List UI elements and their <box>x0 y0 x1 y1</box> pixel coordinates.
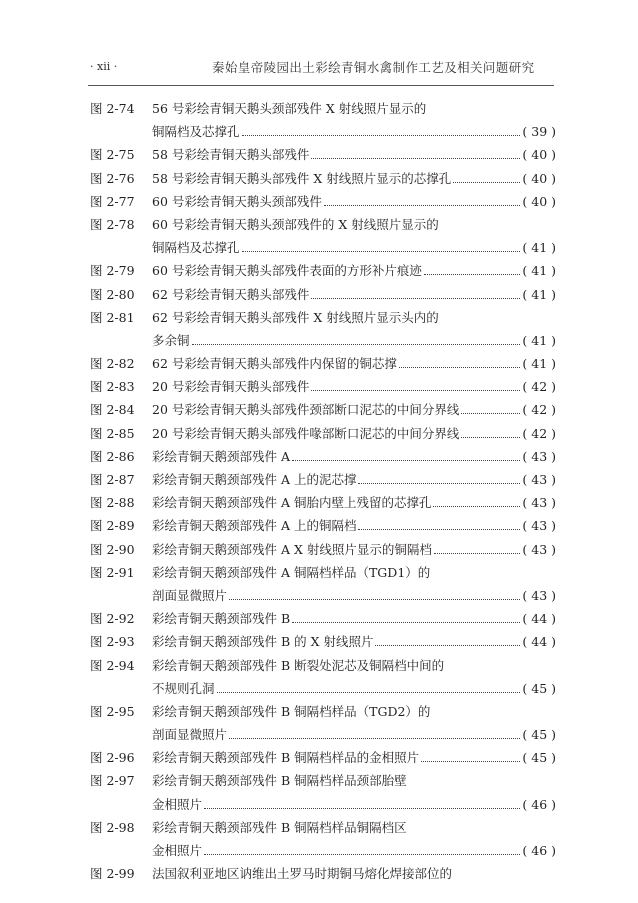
figure-entry <box>90 491 556 514</box>
entry-text-row <box>152 584 556 607</box>
entry-text-row <box>152 700 556 723</box>
entry-text-row <box>152 468 556 491</box>
entry-line <box>90 352 556 375</box>
figure-number: 图 2-90 <box>90 541 135 557</box>
entry-text-row <box>152 445 556 468</box>
figure-caption: 金相照片 <box>152 843 203 858</box>
figure-caption: 彩绘青铜天鹅颈部残件 A 上的铜隔档 <box>152 518 357 534</box>
figure-number: 图 2-89 <box>90 518 135 534</box>
figure-entry <box>90 514 556 537</box>
entry-text-row <box>152 491 556 514</box>
figure-number: 图 2-91 <box>90 564 135 580</box>
figure-number: 图 2-84 <box>90 402 135 418</box>
dot-leader <box>399 352 521 368</box>
entry-line <box>90 630 556 653</box>
figure-entry <box>90 769 556 815</box>
page-reference: ( 45 ) <box>522 680 556 696</box>
figure-entry <box>90 422 556 445</box>
figure-number: 图 2-78 <box>90 216 135 232</box>
entry-line <box>90 793 556 816</box>
figure-caption: 彩绘青铜天鹅颈部残件 A <box>152 448 291 464</box>
entry-text-row <box>152 793 556 816</box>
figure-caption: 剖面显微照片 <box>152 587 228 603</box>
dot-leader <box>433 491 520 507</box>
entry-text-row <box>152 167 556 190</box>
figure-number: 图 2-83 <box>90 379 135 395</box>
entry-text-row <box>152 375 556 398</box>
dot-leader <box>453 167 520 183</box>
figure-caption: 彩绘青铜天鹅颈部残件 A 铜隔档样品（TGD1）的 <box>152 564 431 580</box>
dot-leader <box>292 607 520 623</box>
dot-leader <box>242 120 521 136</box>
figure-entry <box>90 816 556 862</box>
figure-entry <box>90 746 556 769</box>
figure-caption: 彩绘青铜天鹅颈部残件 B 的 X 射线照片 <box>152 634 374 650</box>
entry-text-row <box>152 862 556 885</box>
header-rule <box>88 85 554 86</box>
page-reference: ( 43 ) <box>522 587 556 603</box>
page-reference: ( 46 ) <box>522 796 556 812</box>
page-reference: ( 44 ) <box>522 611 556 627</box>
figure-number: 图 2-74 <box>90 101 135 116</box>
figure-entry <box>90 97 556 143</box>
figure-caption: 62 号彩绘青铜天鹅头部残件 <box>152 286 310 302</box>
figure-entry <box>90 630 556 653</box>
entry-line <box>90 723 556 746</box>
figure-entry <box>90 213 556 259</box>
entry-text-row <box>152 398 556 421</box>
page-reference: ( 43 ) <box>522 472 556 487</box>
page-reference: ( 41 ) <box>522 240 556 256</box>
figure-caption: 60 号彩绘青铜天鹅头颈部残件的 X 射线照片显示的 <box>152 216 439 232</box>
entry-line <box>90 375 556 398</box>
entry-text-row <box>152 630 556 653</box>
figure-entry <box>90 607 556 630</box>
entry-text-row <box>152 769 556 792</box>
dot-leader <box>217 677 521 693</box>
page-reference: ( 40 ) <box>522 193 556 209</box>
dot-leader <box>229 723 520 739</box>
book-title: 秦始皇帝陵园出土彩绘青铜水禽制作工艺及相关问题研究 <box>212 60 535 75</box>
entry-line <box>90 190 556 213</box>
figure-caption: 20 号彩绘青铜天鹅头部残件 <box>152 379 310 395</box>
entry-text-row <box>152 97 556 120</box>
figure-entry <box>90 190 556 213</box>
dot-leader <box>204 839 520 855</box>
dot-leader <box>424 259 521 275</box>
figure-entry <box>90 862 556 885</box>
dot-leader <box>229 584 520 600</box>
figure-number: 图 2-95 <box>90 703 135 719</box>
figure-number: 图 2-99 <box>90 866 135 882</box>
dot-leader <box>375 630 520 646</box>
entry-line <box>90 143 556 166</box>
entry-line <box>90 445 556 468</box>
entry-line <box>90 561 556 584</box>
dot-leader <box>358 468 520 484</box>
figure-number: 图 2-75 <box>90 147 135 163</box>
entry-text-row <box>152 213 556 236</box>
figure-entry <box>90 167 556 190</box>
entry-line <box>90 236 556 259</box>
entry-text-row <box>152 236 556 259</box>
entry-text-row <box>152 677 556 700</box>
figure-caption: 彩绘青铜天鹅颈部残件 B 铜隔档样品铜隔档区 <box>152 819 407 835</box>
figure-caption: 多余铜 <box>152 332 190 348</box>
entry-line <box>90 259 556 282</box>
figure-number: 图 2-82 <box>90 356 135 372</box>
page-reference: ( 42 ) <box>522 425 556 441</box>
figure-number: 图 2-81 <box>90 309 135 325</box>
page-reference: ( 45 ) <box>522 750 556 766</box>
entry-line <box>90 816 556 839</box>
figure-number: 图 2-96 <box>90 750 135 766</box>
page-reference: ( 42 ) <box>522 379 556 395</box>
dot-leader <box>434 538 521 554</box>
entry-line <box>90 677 556 700</box>
figure-number: 图 2-76 <box>90 170 135 186</box>
dot-leader <box>311 283 520 299</box>
figure-caption: 62 号彩绘青铜天鹅头部残件 X 射线照片显示头内的 <box>152 309 439 325</box>
figure-entry <box>90 654 556 700</box>
figure-entry <box>90 283 556 306</box>
figure-number: 图 2-77 <box>90 193 135 209</box>
figure-caption: 彩绘青铜天鹅颈部残件 A X 射线照片显示的铜隔档 <box>152 541 432 557</box>
entry-line <box>90 746 556 769</box>
dot-leader <box>461 422 520 438</box>
figure-number: 图 2-98 <box>90 819 135 835</box>
dot-leader <box>192 329 521 345</box>
figure-caption: 60 号彩绘青铜天鹅头颈部残件 <box>152 193 322 209</box>
entry-text-row <box>152 723 556 746</box>
entry-text-row <box>152 538 556 561</box>
figure-list <box>90 97 556 885</box>
figure-number: 图 2-79 <box>90 263 135 279</box>
figure-caption: 彩绘青铜天鹅颈部残件 B 铜隔档样品颈部胎壁 <box>152 773 407 789</box>
figure-entry <box>90 306 556 352</box>
entry-text-row <box>152 514 556 537</box>
page-reference: ( 40 ) <box>522 147 556 163</box>
page-reference: ( 46 ) <box>522 843 556 858</box>
entry-text-row <box>152 143 556 166</box>
dot-leader <box>242 236 521 252</box>
figure-number: 图 2-87 <box>90 472 135 487</box>
figure-entry <box>90 259 556 282</box>
dot-leader <box>311 143 520 159</box>
dot-leader <box>358 514 520 530</box>
figure-entry <box>90 352 556 375</box>
figure-caption: 20 号彩绘青铜天鹅头部残件颈部断口泥芯的中间分界线 <box>152 402 460 418</box>
entry-text-row <box>152 839 556 862</box>
dot-leader <box>324 190 521 206</box>
figure-caption: 58 号彩绘青铜天鹅头部残件 X 射线照片显示的芯撑孔 <box>152 170 452 186</box>
page-reference: ( 41 ) <box>522 332 556 348</box>
entry-text-row <box>152 654 556 677</box>
entry-line <box>90 654 556 677</box>
figure-caption: 56 号彩绘青铜天鹅头颈部残件 X 射线照片显示的 <box>152 101 427 116</box>
entry-line <box>90 584 556 607</box>
figure-entry <box>90 375 556 398</box>
dot-leader <box>421 746 520 762</box>
entry-text-row <box>152 306 556 329</box>
figure-number: 图 2-86 <box>90 448 135 464</box>
entry-line <box>90 306 556 329</box>
figure-entry <box>90 561 556 607</box>
figure-caption: 彩绘青铜天鹅颈部残件 B <box>152 611 291 627</box>
running-header <box>66 58 576 80</box>
page-number: · xii · <box>90 60 118 73</box>
figure-caption: 62 号彩绘青铜天鹅头部残件内保留的铜芯撑 <box>152 356 397 372</box>
page-reference: ( 43 ) <box>522 448 556 464</box>
entry-text-row <box>152 607 556 630</box>
entry-line <box>90 213 556 236</box>
entry-line <box>90 329 556 352</box>
entry-line <box>90 538 556 561</box>
entry-line <box>90 468 556 491</box>
entry-line <box>90 422 556 445</box>
entry-line <box>90 398 556 421</box>
page-reference: ( 39 ) <box>522 124 556 140</box>
entry-text-row <box>152 352 556 375</box>
page-reference: ( 41 ) <box>522 286 556 302</box>
entry-text-row <box>152 190 556 213</box>
entry-line <box>90 167 556 190</box>
figure-caption: 剖面显微照片 <box>152 727 228 743</box>
figure-number: 图 2-85 <box>90 425 135 441</box>
entry-line <box>90 491 556 514</box>
entry-line <box>90 283 556 306</box>
figure-caption: 铜隔档及芯撑孔 <box>152 124 240 140</box>
entry-line <box>90 514 556 537</box>
page-reference: ( 42 ) <box>522 402 556 418</box>
page-reference: ( 45 ) <box>522 727 556 743</box>
figure-caption: 彩绘青铜天鹅颈部残件 B 铜隔档样品（TGD2）的 <box>152 703 431 719</box>
figure-caption: 彩绘青铜天鹅颈部残件 A 上的泥芯撑 <box>152 472 357 487</box>
entry-text-row <box>152 561 556 584</box>
entry-text-row <box>152 329 556 352</box>
page-reference: ( 43 ) <box>522 541 556 557</box>
entry-line <box>90 862 556 885</box>
figure-caption: 金相照片 <box>152 796 203 812</box>
figure-number: 图 2-88 <box>90 495 135 511</box>
figure-entry <box>90 445 556 468</box>
entry-line <box>90 700 556 723</box>
figure-caption: 法国叙利亚地区讷维出土罗马时期铜马熔化焊接部位的 <box>152 866 453 882</box>
entry-text-row <box>152 283 556 306</box>
figure-caption: 彩绘青铜天鹅颈部残件 A 铜胎内壁上残留的芯撑孔 <box>152 495 432 511</box>
dot-leader <box>204 793 520 809</box>
figure-entry <box>90 468 556 491</box>
entry-text-row <box>152 422 556 445</box>
entry-text-row <box>152 120 556 143</box>
page-reference: ( 44 ) <box>522 634 556 650</box>
entry-text-row <box>152 816 556 839</box>
figure-caption: 20 号彩绘青铜天鹅头部残件喙部断口泥芯的中间分界线 <box>152 425 460 441</box>
figure-number: 图 2-94 <box>90 657 135 673</box>
figure-entry <box>90 398 556 421</box>
page-reference: ( 41 ) <box>522 263 556 279</box>
figure-caption: 铜隔档及芯撑孔 <box>152 240 240 256</box>
entry-line <box>90 769 556 792</box>
dot-leader <box>311 375 520 391</box>
page-reference: ( 43 ) <box>522 495 556 511</box>
figure-caption: 彩绘青铜天鹅颈部残件 B 铜隔档样品的金相照片 <box>152 750 420 766</box>
figure-number: 图 2-92 <box>90 611 135 627</box>
page-reference: ( 40 ) <box>522 170 556 186</box>
entry-line <box>90 607 556 630</box>
figure-number: 图 2-93 <box>90 634 135 650</box>
figure-caption: 60 号彩绘青铜天鹅头部残件表面的方形补片痕迹 <box>152 263 422 279</box>
figure-caption: 彩绘青铜天鹅颈部残件 B 断裂处泥芯及铜隔档中间的 <box>152 657 445 673</box>
entry-line <box>90 120 556 143</box>
figure-caption: 58 号彩绘青铜天鹅头部残件 <box>152 147 310 163</box>
entry-text-row <box>152 746 556 769</box>
figure-number: 图 2-97 <box>90 773 135 789</box>
entry-line <box>90 97 556 120</box>
entry-line <box>90 839 556 862</box>
figure-number: 图 2-80 <box>90 286 135 302</box>
entry-text-row <box>152 259 556 282</box>
figure-entry <box>90 143 556 166</box>
page-reference: ( 43 ) <box>522 518 556 534</box>
figure-entry <box>90 538 556 561</box>
dot-leader <box>292 445 520 461</box>
figure-caption: 不规则孔洞 <box>152 680 215 696</box>
dot-leader <box>461 398 520 414</box>
page-reference: ( 41 ) <box>522 356 556 372</box>
figure-entry <box>90 700 556 746</box>
